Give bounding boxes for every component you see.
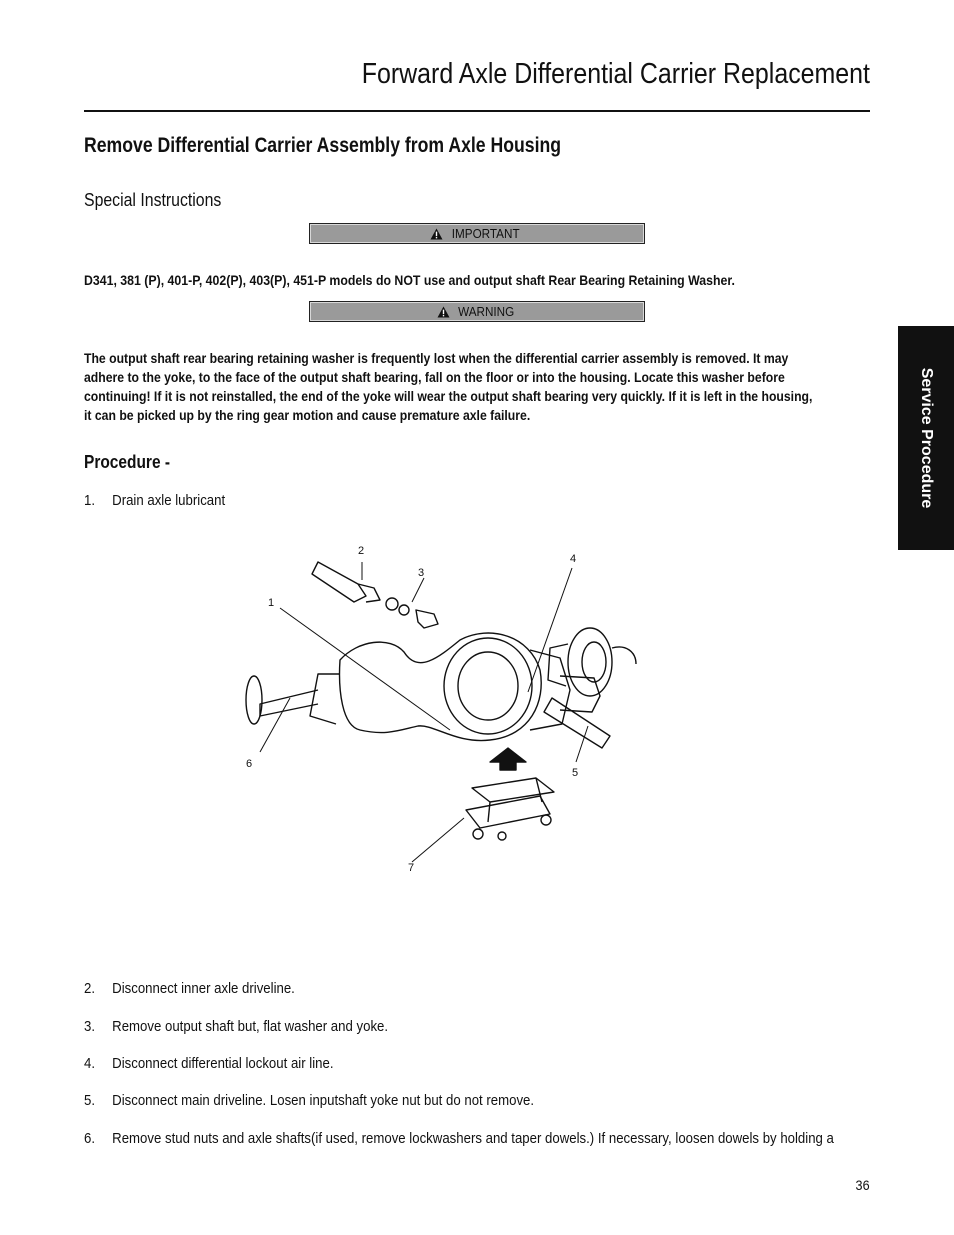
procedure-step [84, 1130, 834, 1147]
step-number: 6. [84, 1130, 96, 1147]
callout-4: 4 [570, 553, 577, 565]
warning-text [84, 349, 870, 425]
procedure-heading: Procedure - [84, 452, 171, 472]
service-procedure-tab [898, 326, 954, 550]
warning-line: adhere to the yoke, to the face of the output shaft bearing, fall on the floor or into the housing. Locate this washer before [84, 369, 785, 385]
step-number: 5. [84, 1092, 96, 1109]
side-tab-label: Service Procedure [918, 367, 935, 509]
callout-3: 3 [418, 567, 425, 579]
callout-7: 7 [408, 862, 415, 874]
axle-exploded-illustration [190, 540, 750, 900]
procedure-step [84, 1018, 388, 1035]
section-heading: Remove Differential Carrier Assembly from Axle Housing [84, 134, 562, 157]
step-number: 4. [84, 1055, 96, 1072]
callout-1: 1 [268, 597, 275, 609]
step-text: Remove output shaft but, flat washer and yoke. [112, 1018, 389, 1035]
step-text: Disconnect main driveline. Losen inputshaft yoke nut but do not remove. [112, 1092, 535, 1109]
warning-label: WARNING [457, 304, 515, 319]
important-note: D341, 381 (P), 401-P, 402(P), 403(P), 451-P models do NOT use and output shaft Rear Bearing Retaining Washer. [84, 272, 735, 288]
procedure-step [84, 1055, 334, 1072]
warning-line: continuing! If it is not reinstalled, the end of the yoke will wear the output shaft bearing very quickly. If it is left in the housing, [84, 388, 813, 404]
step-number: 2. [84, 980, 96, 997]
important-label: IMPORTANT [452, 226, 520, 241]
warning-banner [309, 301, 645, 322]
special-instructions-heading: Special Instructions [84, 190, 222, 210]
callout-5: 5 [572, 767, 579, 779]
warning-line: The output shaft rear bearing retaining washer is frequently lost when the differential carrier assembly is removed. It may [84, 350, 789, 366]
warning-triangle-icon [430, 228, 443, 240]
step-number: 3. [84, 1018, 96, 1035]
page-title: Forward Axle Differential Carrier Replacement [361, 58, 870, 90]
warning-line: it can be picked up by the ring gear motion and cause premature axle failure. [84, 407, 531, 423]
step-number: 1. [84, 492, 96, 509]
procedure-step [84, 980, 295, 997]
procedure-step [84, 1092, 534, 1109]
step-text: Disconnect differential lockout air line. [112, 1055, 334, 1072]
step-text: Remove stud nuts and axle shafts(if used, remove lockwashers and taper dowels.) If necessary, loosen dowels by holding a [112, 1130, 834, 1147]
important-banner [309, 223, 645, 244]
warning-triangle-icon [437, 306, 450, 318]
title-divider [84, 110, 870, 112]
step-text: Disconnect inner axle driveline. [112, 980, 295, 997]
step-text: Drain axle lubricant [112, 492, 226, 509]
page-number: 36 [855, 1177, 870, 1193]
callout-6: 6 [246, 758, 253, 770]
procedure-step [84, 492, 225, 509]
callout-2: 2 [358, 545, 365, 557]
